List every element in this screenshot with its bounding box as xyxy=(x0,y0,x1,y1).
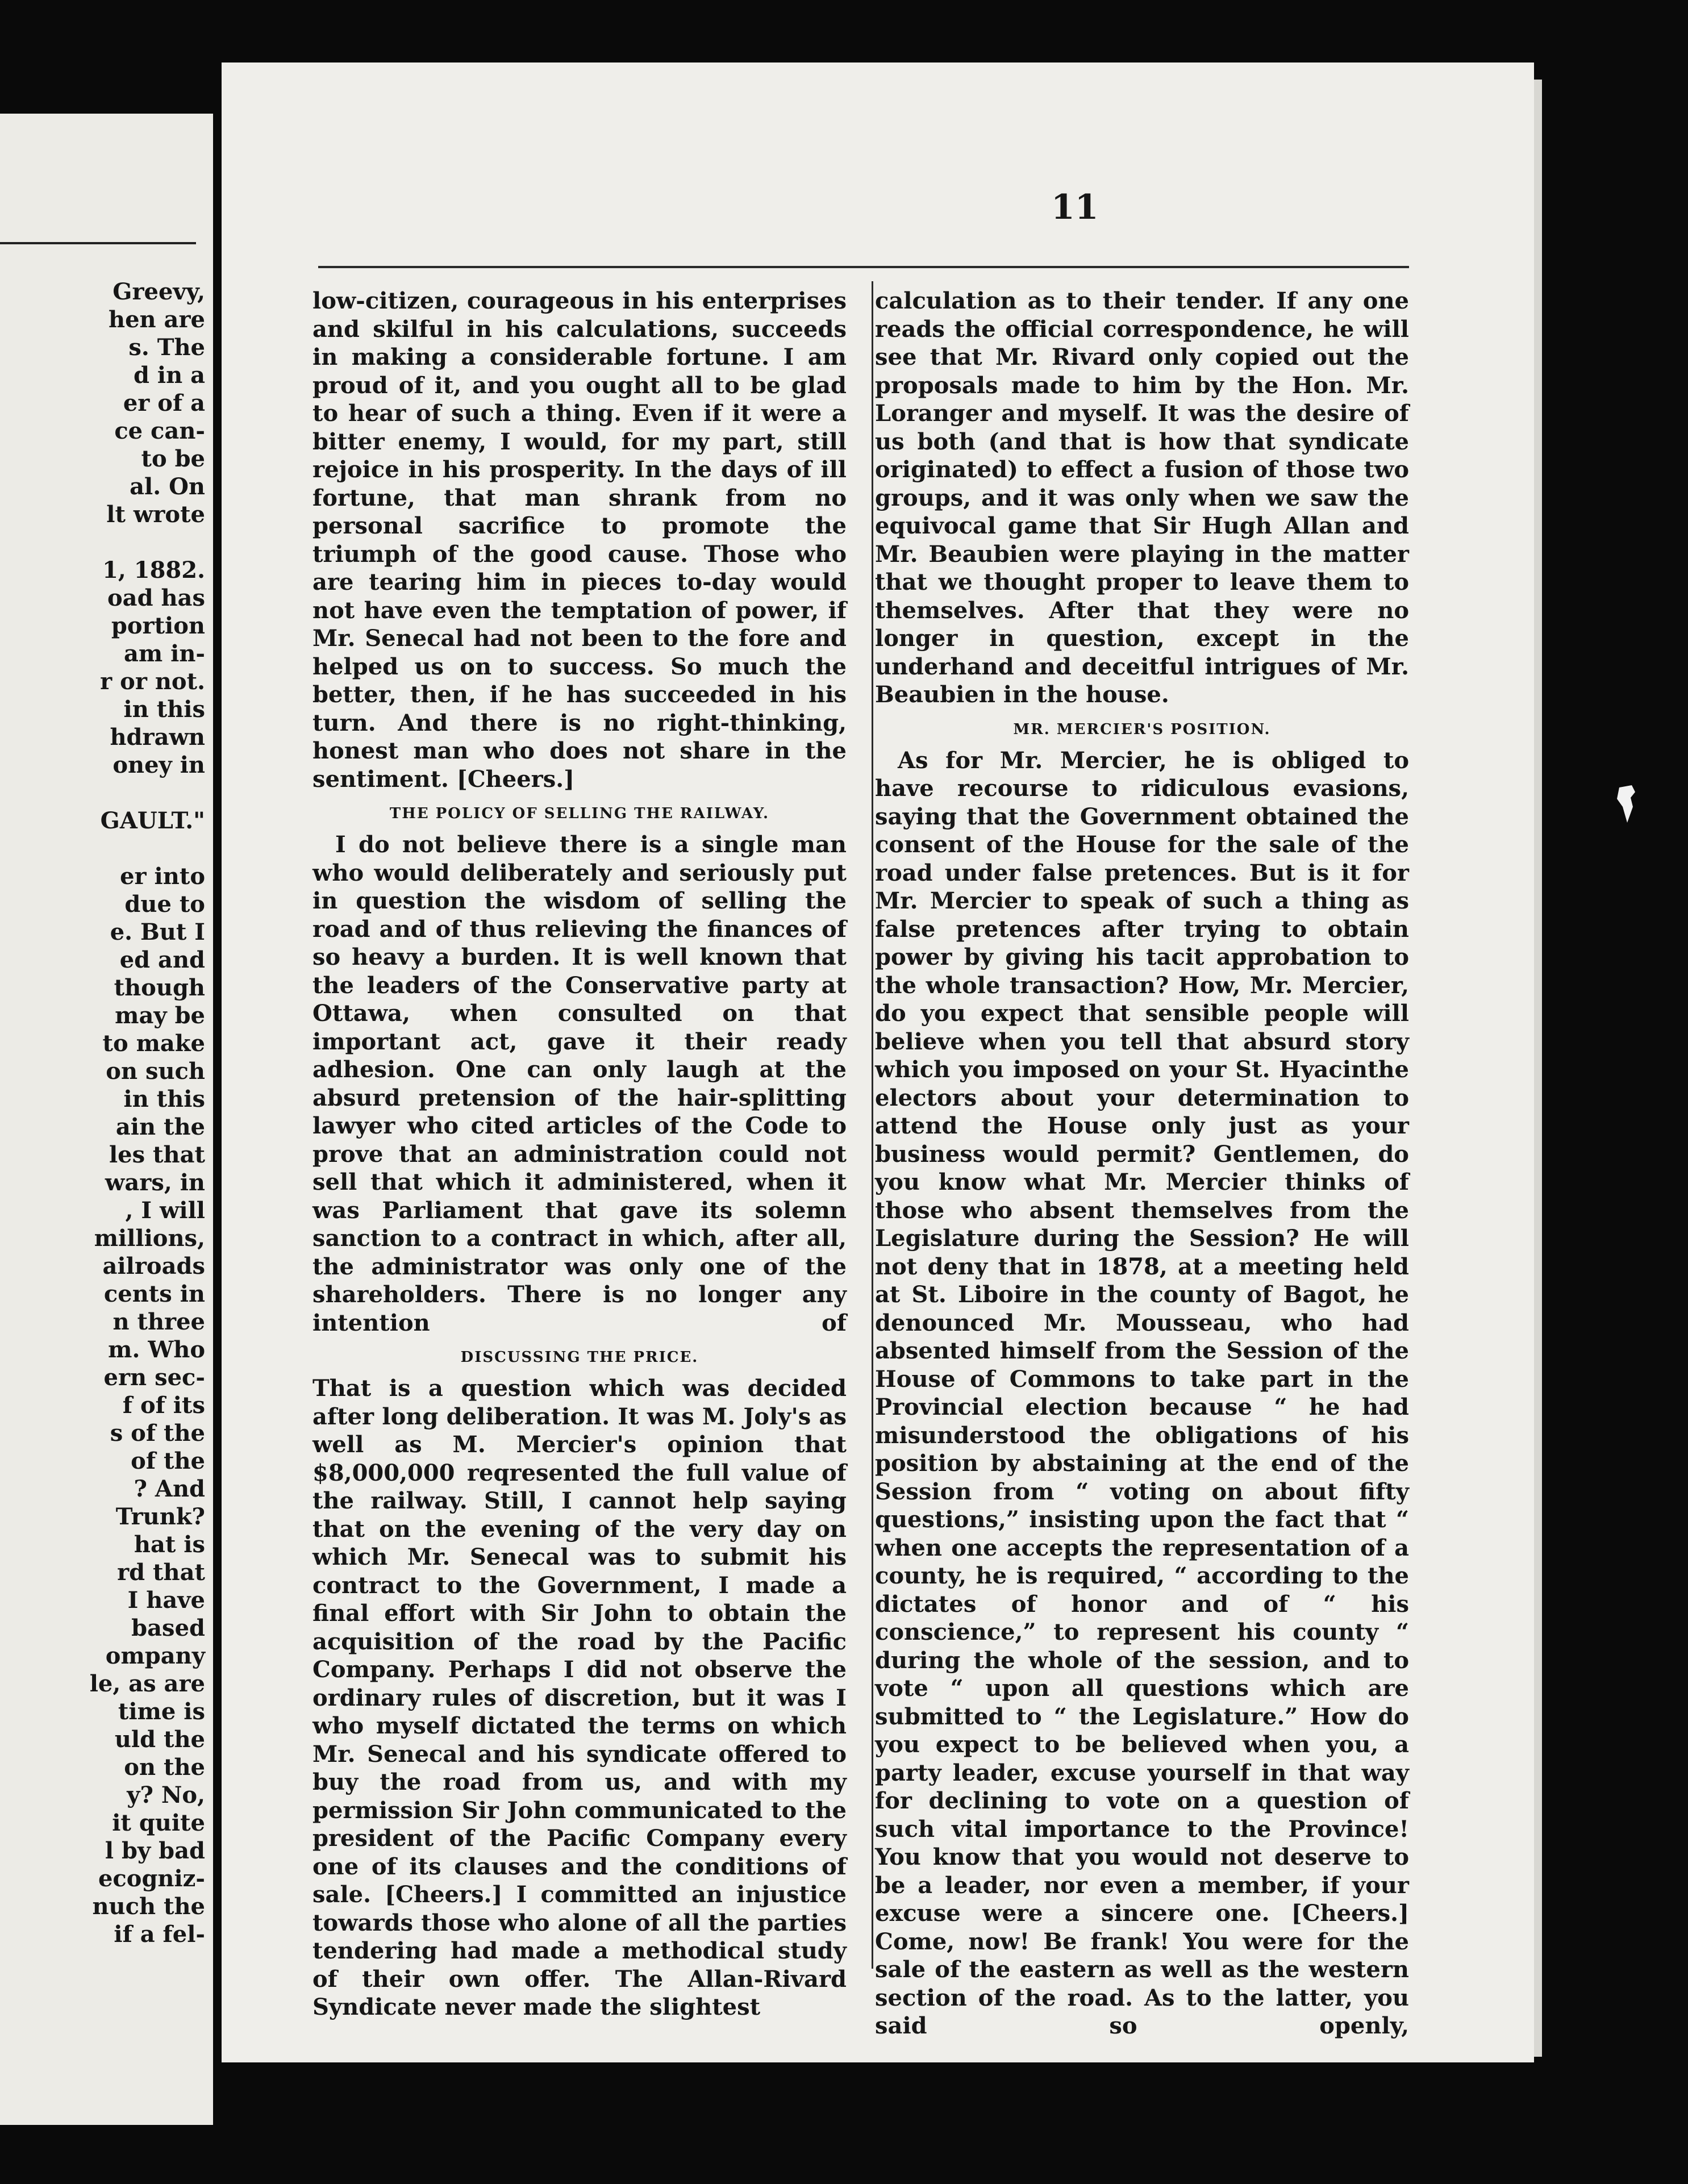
left-page-line: wars, in xyxy=(105,1169,205,1196)
left-page-line: er of a xyxy=(123,390,205,416)
left-page-line: due to xyxy=(124,891,205,918)
left-page-line: I have xyxy=(127,1587,205,1614)
left-page-line: ecogniz- xyxy=(98,1865,205,1892)
left-page-line: e. But I xyxy=(110,919,205,945)
left-page-line: rd that xyxy=(117,1559,205,1586)
paragraph: That is a question which was decided after long deliberation. It was M. Joly's as well as M. Mercier's opinion that $8,000,000 reqresented the full value of the railway. Still, I cannot help saying that on the evening of the very day on which Mr. Senecal was to submit his contract to the Government, I made a final effort with Sir John to obtain the acquisition of the road by the Pacific Company. Perhaps I did not observe the ordinary rules of discretion, but it was I who myself dictated the terms on which Mr. Senecal and his syndicate offered to buy the road from us, and with my permission Sir John communicated to the president of the Pacific Company every one of its clauses and the conditions of sale. [Cheers.] I committed an injustice towards those who alone of all the parties tendering had made a methodical study of their own offer. The Allan-Rivard Syndicate never made the slightest xyxy=(312,1375,847,2020)
left-page-line: al. On xyxy=(130,473,205,500)
left-page-line: r or not. xyxy=(100,668,205,695)
left-page-line: , I will xyxy=(125,1197,205,1224)
left-page-line: 1, 1882. xyxy=(102,557,205,583)
paragraph: calculation as to their tender. If any one reads the official correspondence, he will see that Mr. Rivard only copied out the proposals made to him by the Hon. Mr. Loranger and myself. It was the desire of us both (and that is how that syndicate originated) to effect a fusion of those two groups, and it was only when we saw the equivocal game that Sir Hugh Allan and Mr. Beaubien were playing in the matter that we thought proper to leave them to themselves. After that they were no longer in question, except in the underhand and deceitful intrigues of Mr. Beaubien in the house. xyxy=(875,287,1409,708)
left-page-line: of the xyxy=(131,1448,205,1474)
left-page-line: on such xyxy=(106,1058,205,1085)
left-page-line: hat is xyxy=(134,1531,205,1558)
section-heading: MR. MERCIER'S POSITION. xyxy=(1013,720,1271,738)
left-page-line: ? And xyxy=(134,1476,205,1502)
left-page-line: portion xyxy=(111,612,205,639)
left-page-line: uld the xyxy=(114,1726,205,1753)
left-page-line: n three xyxy=(112,1308,205,1335)
document-page xyxy=(222,62,1534,2062)
left-page-line: d in a xyxy=(133,362,205,389)
left-page-line: in this xyxy=(123,1086,205,1112)
left-page-line: hdrawn xyxy=(110,724,205,751)
smudge-mark-icon xyxy=(1615,784,1637,824)
left-page-line: may be xyxy=(115,1002,205,1029)
left-page-line: millions, xyxy=(94,1225,205,1252)
left-page-line: Greevy, xyxy=(112,278,205,305)
left-page-line: ompany xyxy=(105,1643,205,1669)
left-page-line: le, as are xyxy=(89,1670,205,1697)
paragraph: As for Mr. Mercier, he is obliged to have recourse to ridiculous evasions, saying that the Government obtained the consent of the House for the sale of the road under false pretences. But is it for Mr. Mercier to speak of such a thing as false pretences after trying to obtain power by giving his tacit approbation to the whole transaction? How, Mr. Mercier, do you expect that sensible people will believe when you tell that absurd story which you imposed on your St. Hyacinthe electors about your determination to attend the House only just as your business would permit? Gentlemen, do you know what Mr. Mercier thinks of those who absent themselves from the Legislature during the Session? He will not deny that in 1878, at a meeting held at St. Liboire in the county of Bagot, he denounced Mr. Mousseau, who had absented himself from the Session of the House of Commons to take part in the Provincial election because “ he had misunderstood the obligations of his position by abstaining at the end of the Session from “ voting on about fifty questions,” insisting upon the fact that “ when one accepts the representation of a county, he is required, “ according to the dictates of honor and of “ his conscience,” to represent his county “ during the whole of the session, and to vote “ upon all questions which are submitted to “ the Legislature.” How do you expect to be believed when you, a party leader, excuse yourself in that way for declining to vote on a question of such vital importance to the Province! You know that you would not deserve to be a leader, nor even a member, if your excuse were a sincere one. [Cheers.] Come, now! Be frank! You were for the sale of the eastern as well as the western section of the road. As to the latter, you said so openly, xyxy=(875,747,1409,2039)
left-column xyxy=(312,287,847,2022)
left-page-line: based xyxy=(131,1615,205,1641)
left-page-line: oad has xyxy=(107,585,205,611)
left-page-line: nuch the xyxy=(92,1893,205,1920)
left-page-line: l by bad xyxy=(105,1837,205,1864)
left-page-line: it quite xyxy=(112,1810,205,1836)
left-page-line: to make xyxy=(102,1030,205,1057)
column-divider xyxy=(872,281,873,1969)
left-page-line: ce can- xyxy=(114,418,205,444)
left-page-line: though xyxy=(114,974,205,1001)
left-page-rule xyxy=(0,242,196,244)
left-page-line: m. Who xyxy=(108,1336,205,1363)
section-heading: DISCUSSING THE PRICE. xyxy=(460,1349,699,1366)
page-number: 11 xyxy=(1051,187,1099,227)
paragraph: low-citizen, courageous in his enterprises and skilful in his calculations, succeeds in making a considerable fortune. I am proud of it, and you ought all to be glad to hear of such a thing. Even if it were a bitter enemy, I would, for my part, still rejoice in his prosperity. In the days of ill fortune, that man shrank from no personal sacrifice to promote the triumph of the good cause. Those who are tearing him in pieces to-day would not have even the temptation of power, if Mr. Senecal had not been to the fore and helped us on to success. So much the better, then, if he has succeeded in his turn. And there is no right-thinking, honest man who does not share in the sentiment. [Cheers.] xyxy=(312,287,847,793)
left-page-line: cents in xyxy=(103,1281,205,1307)
left-page-line: if a fel- xyxy=(114,1921,205,1948)
left-page-line: time is xyxy=(118,1698,205,1725)
left-page-line: y? No, xyxy=(127,1782,205,1808)
left-page-line: GAULT." xyxy=(100,807,205,834)
header-rule xyxy=(318,266,1409,268)
paragraph: I do not believe there is a single man who would deliberately and seriously put in question the wisdom of selling the road and of thus relieving the finances of so heavy a burden. It is well known that the leaders of the Conservative party at Ottawa, when consulted on that important act, gave it their ready adhesion. One can only laugh at the absurd pretension of the hair-splitting lawyer who cited articles of the Code to prove that an administration could not sell that which it administered, when it was Parliament that gave its solemn sanction to a contract in which, after all, the administrator was only one of the shareholders. There is no longer any intention of xyxy=(312,831,847,1336)
left-page-line: am in- xyxy=(123,640,205,667)
left-page-line: f of its xyxy=(122,1392,205,1419)
left-page-line: on the xyxy=(124,1754,205,1781)
left-page-line: ain the xyxy=(115,1114,205,1140)
left-page-line: ern sec- xyxy=(103,1364,205,1391)
left-page-line: ailroads xyxy=(102,1253,205,1279)
left-page-line: to be xyxy=(141,445,205,472)
left-page-line: Trunk? xyxy=(115,1503,205,1530)
left-page-line: lt wrote xyxy=(106,501,205,528)
section-heading: THE POLICY OF SELLING THE RAILWAY. xyxy=(389,805,770,822)
right-column xyxy=(875,287,1409,2040)
left-page-line: er into xyxy=(120,863,205,890)
left-page-line: s of the xyxy=(110,1420,205,1447)
left-page-line: ed and xyxy=(119,947,205,973)
left-page-line: oney in xyxy=(112,752,205,778)
left-page-line: in this xyxy=(123,696,205,723)
left-page-line: s. The xyxy=(128,334,205,361)
left-page-line: hen are xyxy=(109,306,205,333)
left-page-line: les that xyxy=(109,1141,205,1168)
left-page-fragment xyxy=(0,114,213,2125)
